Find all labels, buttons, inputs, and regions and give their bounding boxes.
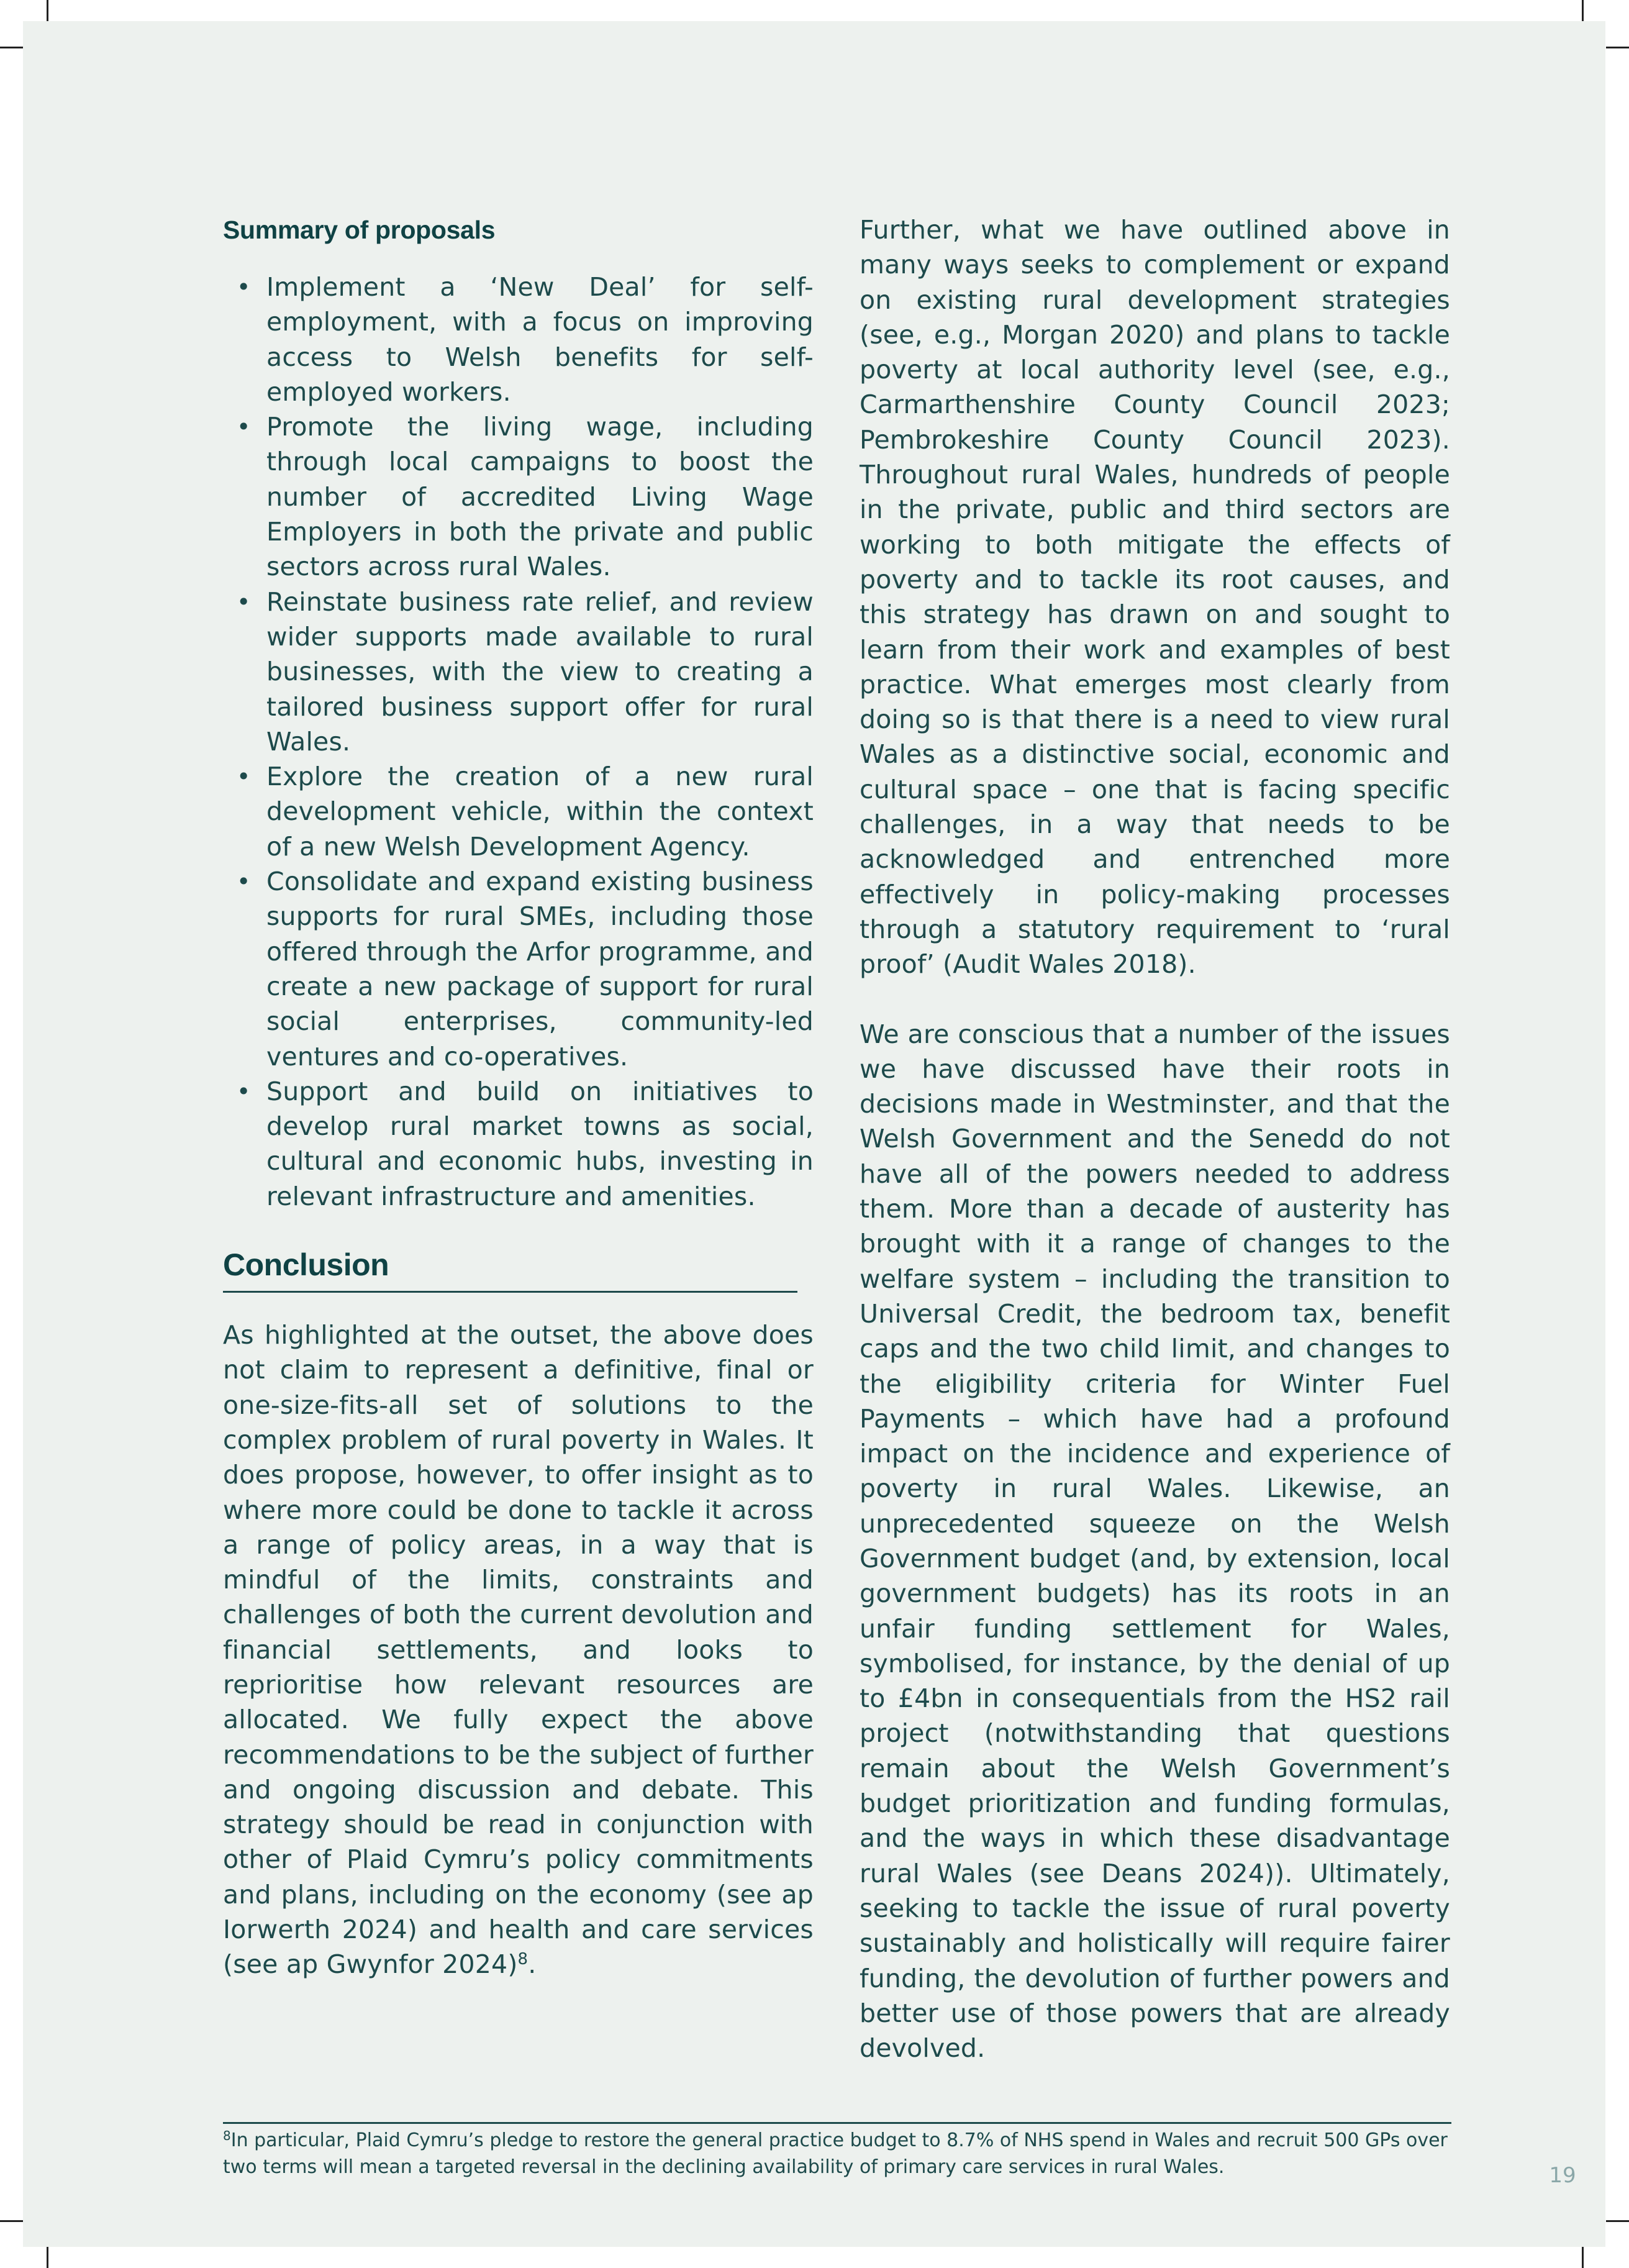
body-paragraph: Further, what we have outlined above in many ways seeks to complement or expand on existing rural development strategies (see, e.g., Morgan 2020) and plans to tackle poverty at local authority level (see, e.g., Carmarthenshire County Council 2023; Pembrokeshire County Council 2023). Throughout rural Wales, hundreds of people in the private, public and third sectors are working to both mitigate the effects of poverty and to tackle its root causes, and this strategy has drawn on and sought to learn from their work and examples of best practice. What emerges most clearly from doing so is that there is a need to view rural Wales as a distinctive social, economic and cultural space – one that is facing specific challenges, in a way that needs to be acknowledged and entrenched more effectively in policy-making processes through a statutory requirement to ‘rural proof’ (Audit Wales 2018). (860, 215, 1450, 980)
left-column (223, 212, 814, 1982)
proposal-item: • Support and build on initiatives to develop rural market towns as social, cultural and economic hubs, investing in relevant infrastructure and amenities. (223, 1074, 814, 1214)
proposal-item: • Promote the living wage, including through local campaigns to boost the number of accredited Living Wage Employers in both the private and public sectors across rural Wales. (223, 409, 814, 584)
footnote-reference: 8 (517, 1950, 529, 1969)
crop-mark-bottom-right-horizontal (1606, 2220, 1629, 2222)
bullet-icon: • (237, 1077, 251, 1105)
right-column (860, 212, 1450, 2065)
bullet-icon: • (237, 413, 251, 441)
body-paragraph: We are conscious that a number of the issues we have discussed have their roots in decisions made in Westminster, and that the Welsh Government and the Senedd do not have all of the powers needed to address them. More than a decade of austerity has brought with it a range of changes to the welfare system – including the transition to Universal Credit, the bedroom tax, benefit caps and the two child limit, and changes to the eligibility criteria for Winter Fuel Payments – which have had a profound impact on the incidence and experience of poverty in rural Wales. Likewise, an unprecedented squeeze on the Welsh Government budget (and, by extension, local government budgets) has its roots in an unfair funding settlement for Wales, symbolised, for instance, by the denial of up to £4bn in consequentials from the HS2 rail project (notwithstanding that questions remain about the Welsh Government’s budget prioritization and funding formulas, and the ways in which these disadvantage rural Wales (see Deans 2024)). Ultimately, seeking to tackle the issue of rural poverty sustainably and holistically will require fairer funding, the devolution of further powers and better use of those powers that are already devolved. (860, 1019, 1450, 2064)
proposal-item: • Consolidate and expand existing business supports for rural SMEs, including those offered through the Arfor programme, and create a new package of support for rural social enterprises, community-led ventures and co-operatives. (223, 864, 814, 1074)
crop-mark-top-left-horizontal (0, 47, 23, 48)
bullet-icon: • (237, 763, 251, 791)
document-page (23, 21, 1605, 2247)
footnote (223, 2127, 1459, 2180)
bullet-icon: • (237, 273, 251, 301)
conclusion-paragraph: As highlighted at the outset, the above does not claim to represent a definitive, final or one-size-fits-all set of solutions to the complex problem of rural poverty in Wales. It does propose, however, to offer insight as to where more could be done to tackle it across a range of policy areas, in a way that is mindful of the limits, constraints and challenges of both the current devolution and financial settlements, and looks to reprioritise how relevant resources are allocated. We fully expect the above recommendations to be the subject of further and ongoing discussion and debate. This strategy should be read in conjunction with other of Plaid Cymru’s policy commitments and plans, including on the economy (see ap Iorwerth 2024) and health and care services (see ap Gwynfor 2024)$^8$. (223, 1320, 814, 1980)
proposal-item: • Explore the creation of a new rural development vehicle, within the context of a new Welsh Development Agency. (223, 759, 814, 864)
footnote-divider (223, 2122, 1451, 2124)
crop-mark-bottom-right-vertical (1582, 2246, 1584, 2268)
summary-heading: Summary of proposals (223, 216, 496, 244)
crop-mark-top-right-horizontal (1606, 47, 1629, 48)
crop-mark-top-left-vertical (47, 0, 48, 23)
crop-mark-bottom-left-vertical (47, 2246, 48, 2268)
bullet-icon: • (237, 868, 251, 896)
proposal-item: • Implement a ‘New Deal’ for self-employment, with a focus on improving access to Welsh benefits for self-employed workers. (223, 270, 814, 409)
bullet-icon: • (237, 588, 251, 616)
footnote-marker: 8 (223, 2128, 231, 2143)
proposal-item: • Reinstate business rate relief, and review wider supports made available to rural businesses, with the view to creating a tailored business support offer for rural Wales. (223, 585, 814, 759)
footnote-text: In particular, Plaid Cymru’s pledge to restore the general practice budget to 8.7% of NHS spend in Wales and recruit 500 GPs over two terms will mean a targeted reversal in the declining availability of primary care services in rural Wales. (223, 2129, 1448, 2178)
conclusion-divider (223, 1291, 797, 1293)
conclusion-heading: Conclusion (223, 1247, 389, 1283)
proposals-list (223, 270, 814, 1214)
crop-mark-top-right-vertical (1582, 0, 1584, 23)
page-number: 19 (1549, 2163, 1576, 2188)
crop-mark-bottom-left-horizontal (0, 2220, 23, 2222)
